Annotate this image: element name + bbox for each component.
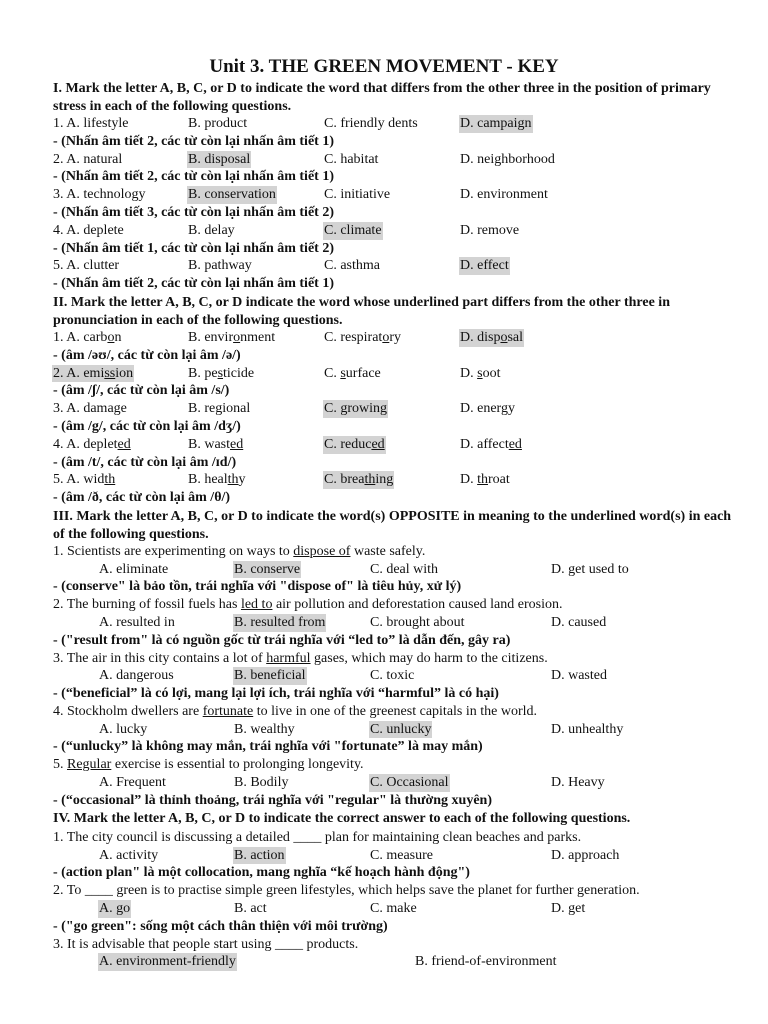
section-3-heading: III. Mark the letter A, B, C, or D to indicate the word(s) OPPOSITE in meaning to the underlined word(s) in each of the following questions. (53, 509, 732, 542)
s4-q2-option: D. get (551, 901, 586, 916)
s4-q2-stem: 2. To ____ green is to practise simple green lifestyles, which helps save the planet for further generation. (53, 883, 640, 899)
s3-q2-stem (53, 596, 733, 614)
s2-q4-option (459, 436, 523, 454)
option-text: 2. A. emi (53, 365, 105, 381)
underlined-part: s (340, 365, 346, 381)
option-text: D. (460, 472, 478, 488)
s1-q5-option: C. asthma (324, 258, 380, 274)
stem-text: 1. Scientists are experimenting on ways to (53, 544, 294, 559)
s1-q4-option: 4. A. deplete (53, 222, 124, 238)
underlined-part: th (364, 472, 376, 488)
option-text: ticide (223, 365, 255, 381)
section-1-heading: I. Mark the letter A, B, C, or D to indicate the word that differs from the other three in the position of primary stress in each of the following questions. (53, 81, 711, 114)
s4-q2-option: B. act (234, 901, 267, 916)
s1-q3-option: 3. A. technology (53, 187, 146, 203)
underlined-phrase: fortunate (202, 703, 254, 719)
s1-q4-option: B. delay (188, 222, 235, 238)
s3-q2-note: - ("result from" là có nguồn gốc từ trái nghĩa với “led to” là dẫn đến, gây ra) (53, 632, 511, 648)
s1-q1-option: 1. A. lifestyle (53, 116, 129, 131)
s3-q3-option: C. toxic (370, 668, 415, 684)
underlined-part: ed (508, 436, 522, 452)
option-text: C. (324, 365, 341, 381)
option-text: 1. A. carb (53, 330, 108, 345)
s4-q1-option: C. measure (370, 847, 433, 863)
option-text: D. affect (460, 436, 509, 452)
underlined-part: g (500, 401, 508, 417)
underlined-part: th (104, 472, 116, 488)
stem-text: 4. Stockholm dwellers are (53, 703, 203, 719)
option-text: sal (507, 330, 524, 345)
s1-q1-option: C. friendly dents (324, 116, 418, 131)
s2-q1-option (323, 329, 402, 347)
option-text: B. wast (188, 436, 230, 452)
s3-q2-option: A. resulted in (99, 615, 175, 630)
underlined-part: ed (371, 436, 385, 452)
underlined-part: ed (117, 436, 131, 452)
s2-q3-option (459, 400, 516, 418)
option-text: oot (482, 365, 501, 381)
option-text: C. respirat (324, 330, 383, 345)
s1-q4-option: C. climate (324, 222, 382, 238)
s2-q1-option (459, 329, 524, 347)
s2-q5-option (52, 471, 116, 489)
s4-q1-option: D. approach (551, 847, 620, 863)
s1-q2-option: D. neighborhood (460, 151, 555, 167)
stem-text: waste safely. (350, 544, 426, 559)
underlined-part: o (382, 330, 390, 345)
section-4-heading: IV. Mark the letter A, B, C, or D to indicate the correct answer to each of the following questions. (53, 811, 631, 826)
option-text: e (120, 401, 127, 417)
s3-q4-option: B. wealthy (234, 721, 295, 737)
s2-q4-note: - (âm /t/, các từ còn lại âm /ɪd/) (53, 454, 237, 470)
s2-q2-option (52, 365, 134, 383)
option-text: rowing (347, 401, 388, 417)
s3-q1-option: C. deal with (370, 561, 439, 577)
s3-q3-option: A. dangerous (99, 668, 174, 684)
underlined-part: ed (230, 436, 244, 452)
s1-q2-option: C. habitat (324, 151, 379, 167)
s4-q1-option: A. activity (99, 847, 159, 863)
s1-q1-option: B. product (188, 116, 248, 131)
stem-text: air pollution and deforestation caused land erosion. (272, 597, 563, 613)
stem-text: to live in one of the greenest capitals in the world. (253, 703, 538, 719)
s1-q1-option: D. campaign (460, 116, 532, 131)
s1-q1-note: - (Nhấn âm tiết 2, các từ còn lại nhấn âm tiết 1) (53, 133, 334, 149)
option-text: C. (324, 401, 341, 417)
s3-q4-option: C. unlucky (370, 721, 432, 737)
s2-q3-note: - (âm /g/, các từ còn lại âm /dʒ/) (53, 418, 241, 434)
option-text: urface (345, 365, 381, 381)
s3-q2-option: B. resulted from (234, 615, 326, 630)
s3-q3-note: - (“beneficial” là có lợi, mang lại lợi ích, trái nghĩa với “harmful” là có hại) (53, 686, 499, 701)
s2-q1-option (187, 329, 276, 347)
s2-q5-option (187, 471, 247, 489)
s2-q2-option (323, 365, 382, 383)
s3-q4-option: D. unhealthy (551, 721, 624, 737)
s3-q5-option: D. Heavy (551, 774, 605, 790)
option-text: ry (389, 330, 401, 345)
s3-q1-option: B. conserve (234, 561, 301, 577)
s4-q1-note: - (action plan" là một collocation, mang nghĩa “kế hoạch hành động") (53, 865, 470, 881)
s3-q2-option: D. caused (551, 615, 607, 630)
underlined-part: g (340, 401, 348, 417)
underlined-phrase: harmful (266, 650, 311, 666)
underlined-part: th (477, 472, 489, 488)
s4-q3-option: A. environment-friendly (99, 954, 236, 970)
s3-q5-option: B. Bodily (234, 774, 289, 790)
s2-q3-option (187, 400, 251, 418)
s1-q5-option: D. effect (460, 258, 509, 274)
underlined-phrase: Regular (67, 757, 112, 773)
s2-q4-option (187, 436, 244, 454)
s4-q3-stem: 3. It is advisable that people start using ____ products. (53, 936, 359, 952)
s2-q5-option (459, 471, 511, 489)
underlined-part: g (113, 401, 121, 417)
s1-q2-note: - (Nhấn âm tiết 2, các từ còn lại nhấn âm tiết 1) (53, 169, 334, 185)
option-text: D. (460, 365, 478, 381)
s4-q1-stem: 1. The city council is discussing a detailed ____ plan for maintaining clean beaches and parks. (53, 830, 582, 845)
underlined-part: ss (104, 365, 116, 381)
option-text: B. pe (188, 365, 218, 381)
s4-q1-option: B. action (234, 847, 285, 863)
s3-q5-option: C. Occasional (370, 774, 449, 790)
s3-q1-option: A. eliminate (99, 561, 169, 577)
s4-q3-option: B. friend-of-environment (415, 954, 557, 970)
s4-q2-option: C. make (370, 901, 417, 916)
s3-q1-note: - (conserve" là bảo tồn, trái nghĩa với "dispose of" là tiêu hủy, xử lý) (53, 579, 462, 595)
s2-q5-note: - (âm /ð, các từ còn lại âm /θ/) (53, 490, 231, 506)
s1-q2-option: 2. A. natural (53, 151, 123, 167)
stem-text: gases, which may do harm to the citizens. (310, 650, 548, 666)
option-text: n (114, 330, 122, 345)
underlined-part: o (107, 330, 115, 345)
s2-q1-note: - (âm /əʊ/, các từ còn lại âm /ə/) (53, 347, 241, 363)
option-text: 5. A. wid (53, 472, 105, 488)
s1-q4-option: D. remove (460, 222, 520, 238)
s3-q3-option: D. wasted (551, 668, 607, 684)
option-text: y (238, 472, 246, 488)
s4-q2-note: - ("go green": sống một cách thân thiện với môi trường) (53, 918, 388, 934)
s1-q5-note: - (Nhấn âm tiết 2, các từ còn lại nhấn âm tiết 1) (53, 276, 334, 292)
stem-text: exercise is essential to prolonging longevity. (111, 757, 364, 773)
option-text: roat (488, 472, 510, 488)
option-text: C. reduc (324, 436, 372, 452)
option-text: B. envir (188, 330, 234, 345)
underlined-part: o (500, 330, 508, 345)
underlined-part: o (233, 330, 241, 345)
s1-q3-note: - (Nhấn âm tiết 3, các từ còn lại nhấn âm tiết 2) (53, 204, 334, 220)
s3-q5-note: - (“occasional” là thỉnh thoảng, trái nghĩa với "regular" là thường xuyên) (53, 792, 493, 808)
s3-q4-option: A. lucky (99, 721, 148, 737)
s2-q3-option (52, 400, 128, 418)
option-text: ing (375, 472, 394, 488)
s1-q3-option: D. environment (460, 187, 548, 203)
option-text: C. brea (324, 472, 365, 488)
s3-q4-stem (53, 703, 733, 721)
s3-q5-option: A. Frequent (99, 774, 166, 790)
s3-q5-stem (53, 756, 733, 774)
s2-q1-option (52, 329, 122, 347)
s3-q1-option: D. get used to (551, 561, 629, 577)
s1-q5-option: B. pathway (188, 258, 252, 274)
s2-q2-option (187, 365, 255, 383)
underlined-part: g (215, 401, 223, 417)
s1-q3-option: C. initiative (324, 187, 391, 203)
option-text: D. ener (460, 401, 501, 417)
s3-q3-option: B. beneficial (234, 668, 306, 684)
s2-q4-option (52, 436, 132, 454)
s1-q4-note: - (Nhấn âm tiết 1, các từ còn lại nhấn âm tiết 2) (53, 240, 334, 256)
s2-q3-option (323, 400, 388, 418)
underlined-part: s (217, 365, 224, 381)
stem-text: 3. The air in this city contains a lot of (53, 650, 267, 666)
s1-q2-option: B. disposal (188, 151, 251, 167)
option-text: nment (240, 330, 276, 345)
option-text: 3. A. dama (53, 401, 114, 417)
option-text: D. disp (460, 330, 501, 345)
s4-q2-option: A. go (99, 901, 131, 916)
stem-text: 5. (53, 757, 67, 773)
s2-q2-option (459, 365, 501, 383)
s1-q3-option: B. conservation (188, 187, 276, 203)
s3-q1-stem (53, 543, 733, 561)
underlined-part: s (477, 365, 483, 381)
option-text: 4. A. deplet (53, 436, 118, 452)
option-text: ional (222, 401, 251, 417)
s1-q5-option: 5. A. clutter (53, 258, 120, 274)
underlined-phrase: dispose of (293, 544, 351, 559)
option-text: y (507, 401, 515, 417)
underlined-part: th (227, 472, 239, 488)
s3-q3-stem (53, 650, 733, 668)
stem-text: 2. The burning of fossil fuels has (53, 597, 241, 613)
s3-q2-option: C. brought about (370, 615, 465, 630)
option-text: B. re (188, 401, 216, 417)
option-text: B. heal (188, 472, 228, 488)
option-text: ion (115, 365, 134, 381)
s2-q2-note: - (âm /ʃ/, các từ còn lại âm /s/) (53, 383, 230, 399)
underlined-phrase: led to (240, 597, 273, 613)
s2-q4-option (323, 436, 386, 454)
s2-q5-option (323, 471, 394, 489)
section-2-heading: II. Mark the letter A, B, C, or D indicate the word whose underlined part differs from the other three in pronunciation in each of the following questions. (53, 295, 670, 328)
s3-q4-note: - (“unlucky” là không may mắn, trái nghĩa với "fortunate” là may mắn) (53, 739, 483, 755)
page-title: Unit 3. THE GREEN MOVEMENT - KEY (209, 56, 559, 77)
